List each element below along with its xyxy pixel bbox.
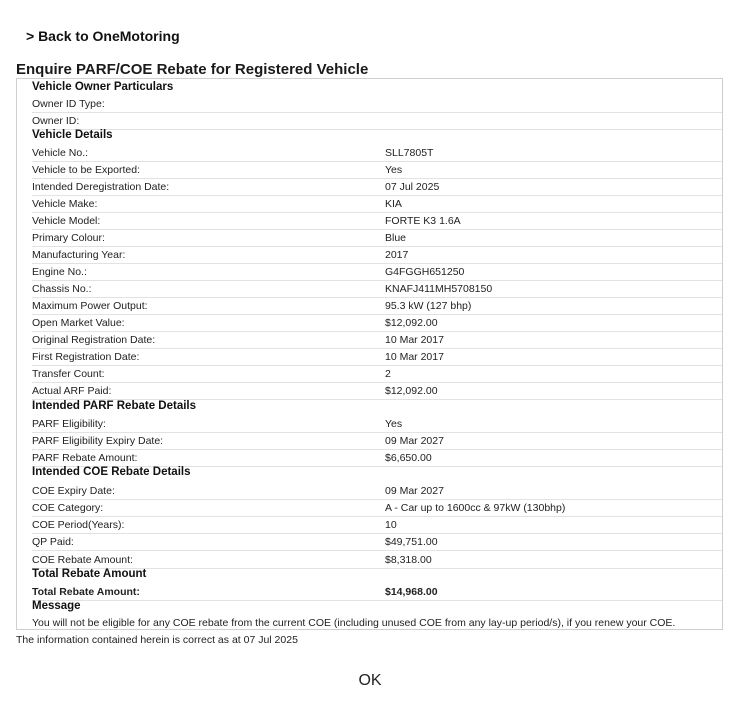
arf-paid-row: [32, 382, 722, 400]
row-value: FORTE K3 1.6A: [385, 215, 461, 227]
coe-category-row: [32, 499, 722, 517]
row-label: COE Expiry Date:: [32, 485, 115, 497]
page-title: Enquire PARF/COE Rebate for Registered Vehicle: [16, 61, 369, 78]
row-label: Open Market Value:: [32, 317, 125, 329]
row-label: First Registration Date:: [32, 351, 140, 363]
coe-period-row: [32, 516, 722, 534]
row-label: PARF Eligibility:: [32, 418, 106, 430]
vehicle-make-row: [32, 195, 722, 213]
total-rebate-value: $14,968.00: [385, 586, 438, 598]
chassis-no-row: [32, 280, 722, 298]
row-value: $12,092.00: [385, 317, 438, 329]
row-value: Yes: [385, 418, 403, 430]
row-value: $49,751.00: [385, 536, 438, 548]
row-value: $12,092.00: [385, 385, 438, 397]
row-label: Vehicle to be Exported:: [32, 164, 140, 176]
vehicle-export-row: [32, 161, 722, 179]
owner-id-row: [32, 112, 722, 130]
engine-no-row: [32, 263, 722, 281]
row-value: A - Car up to 1600cc & 97kW (130bhp): [385, 502, 566, 514]
row-value: KNAFJ411MH5708150: [385, 283, 493, 295]
qp-paid-row: [32, 533, 722, 551]
row-value: 10 Mar 2017: [385, 334, 444, 346]
row-label: Vehicle Model:: [32, 215, 101, 227]
row-label: Maximum Power Output:: [32, 300, 148, 312]
primary-colour-row: [32, 229, 722, 247]
row-label: QP Paid:: [32, 536, 74, 548]
row-value: SLL7805T: [385, 147, 434, 159]
row-value: $6,650.00: [385, 452, 432, 464]
row-value: Yes: [385, 164, 403, 176]
parf-eligibility-row: [32, 415, 722, 433]
row-value: 95.3 kW (127 bhp): [385, 300, 472, 312]
back-to-onemotoring-link[interactable]: > Back to OneMotoring: [26, 28, 180, 44]
deregistration-date-row: [32, 178, 722, 196]
total-section-heading: Total Rebate Amount: [32, 568, 147, 580]
manufacturing-year-row: [32, 246, 722, 264]
owner-id-type-label: Owner ID Type:: [32, 98, 105, 110]
info-as-at-text: The information contained herein is correct as at 07 Jul 2025: [16, 634, 298, 646]
message-text: You will not be eligible for any COE rebate from the current COE (including unused COE from any lay-up period/s), if you renew your COE.: [32, 617, 676, 629]
row-label: Intended Deregistration Date:: [32, 181, 170, 193]
parf-section-heading: Intended PARF Rebate Details: [32, 400, 197, 412]
ok-button[interactable]: OK: [340, 668, 400, 694]
row-value: KIA: [385, 198, 402, 210]
first-registration-row: [32, 348, 722, 366]
row-value: Blue: [385, 232, 407, 244]
row-label: PARF Rebate Amount:: [32, 452, 138, 464]
row-value: G4FGGH651250: [385, 266, 465, 278]
row-value: 10: [385, 519, 397, 531]
coe-expiry-row: [32, 482, 722, 500]
row-label: Transfer Count:: [32, 368, 105, 380]
row-label: Actual ARF Paid:: [32, 385, 112, 397]
coe-rebate-row: [32, 551, 722, 569]
row-value: 09 Mar 2027: [385, 485, 444, 497]
vehicle-section-heading: Vehicle Details: [32, 129, 113, 141]
total-rebate-row: [32, 583, 722, 601]
coe-section-heading: Intended COE Rebate Details: [32, 466, 191, 478]
row-label: Engine No.:: [32, 266, 87, 278]
message-section-heading: Message: [32, 600, 81, 612]
parf-rebate-row: [32, 449, 722, 467]
row-value: 09 Mar 2027: [385, 435, 444, 447]
row-label: Original Registration Date:: [32, 334, 156, 346]
row-value: 10 Mar 2017: [385, 351, 444, 363]
row-value: 07 Jul 2025: [385, 181, 440, 193]
owner-section-heading: Vehicle Owner Particulars: [32, 81, 174, 93]
original-registration-row: [32, 331, 722, 349]
owner-id-type-row: [32, 95, 722, 113]
row-value: 2017: [385, 249, 409, 261]
row-label: Primary Colour:: [32, 232, 105, 244]
open-market-value-row: [32, 314, 722, 332]
row-value: 2: [385, 368, 391, 380]
row-label: Chassis No.:: [32, 283, 92, 295]
row-value: $8,318.00: [385, 554, 432, 566]
row-label: COE Category:: [32, 502, 104, 514]
row-label: COE Period(Years):: [32, 519, 125, 531]
transfer-count-row: [32, 365, 722, 383]
total-rebate-label: Total Rebate Amount:: [32, 586, 140, 598]
max-power-row: [32, 297, 722, 315]
vehicle-no-row: [32, 144, 722, 162]
owner-id-label: Owner ID:: [32, 115, 80, 127]
row-label: PARF Eligibility Expiry Date:: [32, 435, 164, 447]
row-label: Vehicle Make:: [32, 198, 98, 210]
parf-expiry-row: [32, 432, 722, 450]
row-label: Vehicle No.:: [32, 147, 89, 159]
row-label: Manufacturing Year:: [32, 249, 126, 261]
rebate-details-panel: [16, 78, 723, 630]
vehicle-model-row: [32, 212, 722, 230]
row-label: COE Rebate Amount:: [32, 554, 133, 566]
